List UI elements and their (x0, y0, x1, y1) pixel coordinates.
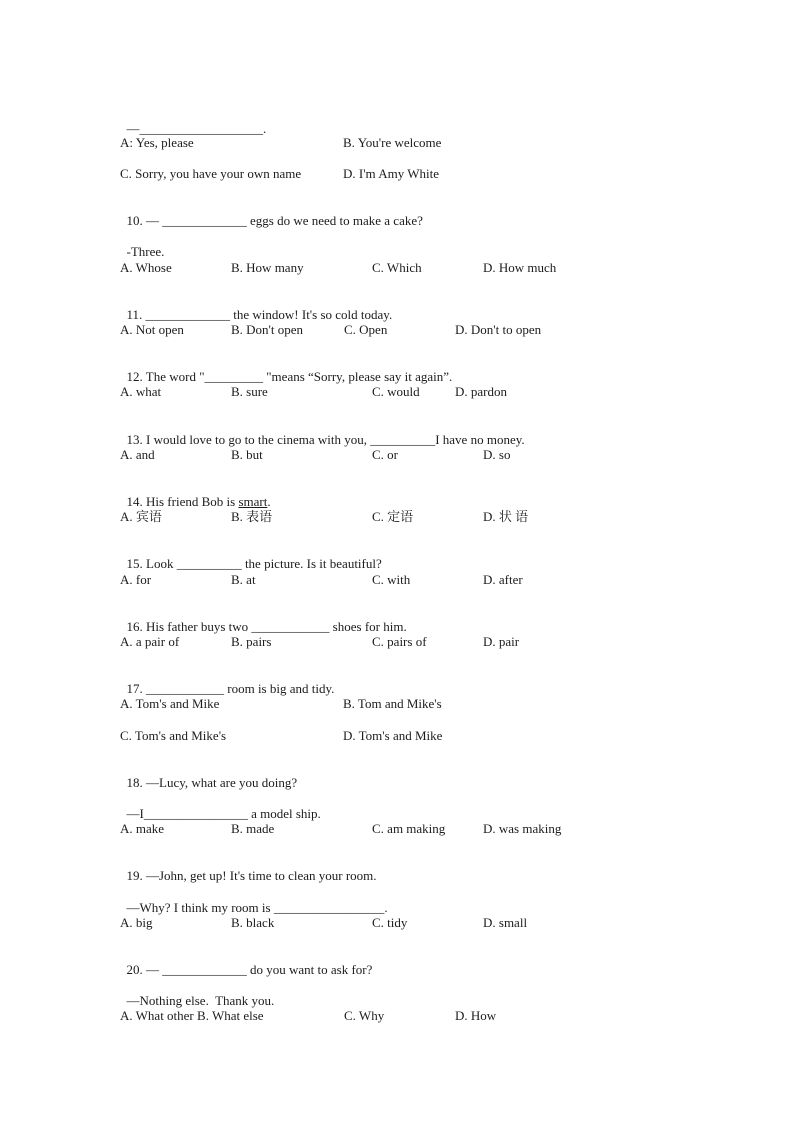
option-c: C. would (372, 384, 420, 399)
stem-text: 10. — _____________ eggs do we need to make a cake? (126, 213, 423, 228)
option-a: A. Not open (120, 322, 184, 337)
question-stem-line (120, 540, 680, 571)
options-row (120, 447, 680, 463)
option-a: A. big (120, 915, 153, 930)
option-c: C. Sorry, you have your own name (120, 166, 302, 181)
option-a: A. what (120, 384, 162, 399)
option-b: B. pairs (231, 634, 272, 649)
options-row (120, 135, 680, 151)
option-b: B. Don't open (231, 322, 304, 337)
option-d: D. pair (483, 634, 520, 649)
option-d: D. small (483, 915, 528, 930)
option-a: A. for (120, 572, 152, 587)
stem-text: 15. Look __________ the picture. Is it beautiful? (126, 556, 382, 571)
option-a: A. make (120, 821, 165, 836)
option-c: C. Why (344, 1008, 385, 1023)
stem-text: 11. _____________ the window! It's so cold today. (126, 307, 393, 322)
option-a: A. 宾语 (120, 509, 162, 524)
option-d: D. pardon (455, 384, 507, 399)
option-d: D. was making (483, 821, 562, 836)
option-d: D. How much (483, 260, 557, 275)
options-row (120, 915, 680, 931)
option-d: D. Don't to open (455, 322, 542, 337)
option-d: D. 状 语 (483, 509, 529, 524)
options-row (120, 821, 680, 837)
option-c: C. or (372, 447, 398, 462)
stem-text: —Why? I think my room is _________________. (126, 900, 388, 915)
stem-text: 17. ____________ room is big and tidy. (126, 681, 335, 696)
options-row (120, 1008, 680, 1024)
option-a-b-group (120, 1008, 264, 1024)
option-b: B. at (231, 572, 256, 587)
question-stem-line (120, 603, 680, 634)
option-c: C. Which (372, 260, 422, 275)
options-row (120, 322, 680, 338)
option-b: B. Tom and Mike's (343, 696, 442, 711)
option-b: B. What else (197, 1008, 264, 1023)
option-a: A. and (120, 447, 155, 462)
options-row (120, 572, 680, 588)
stem-text: . (267, 494, 271, 509)
option-c: C. Tom's and Mike's (120, 728, 227, 743)
option-d: D. How (455, 1008, 497, 1023)
stem-text: 19. —John, get up! It's time to clean your room. (126, 868, 377, 883)
stem-text: —___________________. (126, 121, 267, 136)
option-a: A. Tom's and Mike (120, 696, 220, 711)
options-row (120, 634, 680, 650)
option-c: C. tidy (372, 915, 408, 930)
stem-text: 18. —Lucy, what are you doing? (126, 775, 298, 790)
option-c: C. am making (372, 821, 446, 836)
question-stem-line (120, 946, 680, 977)
option-a: A: Yes, please (120, 135, 194, 150)
option-b: B. You're welcome (343, 135, 442, 150)
stem-text: —I________________ a model ship. (126, 806, 321, 821)
options-row (120, 696, 680, 712)
question-stem-line (120, 291, 680, 322)
stem-text: 14. His friend Bob is (126, 494, 239, 509)
option-b: B. sure (231, 384, 268, 399)
options-row (120, 166, 680, 182)
stem-text: 12. The word "_________ "means “Sorry, please say it again”. (126, 369, 453, 384)
stem-text: 16. His father buys two ____________ shoes for him. (126, 619, 407, 634)
option-c: C. 定语 (372, 509, 414, 524)
underlined-word: smart (238, 494, 268, 509)
option-a: A. What other (120, 1008, 194, 1023)
question-stem-line (120, 197, 680, 228)
stem-text: -Three. (126, 244, 165, 259)
question-stem-line (120, 790, 680, 821)
options-row (120, 728, 680, 744)
option-d: D. after (483, 572, 523, 587)
question-stem-line (120, 228, 680, 259)
options-row (120, 384, 680, 400)
option-b: B. How many (231, 260, 304, 275)
question-stem-line (120, 977, 680, 1008)
question-stem-line (120, 665, 680, 696)
question-stem-line (120, 353, 680, 384)
question-stem-line (120, 105, 680, 136)
option-c: C. pairs of (372, 634, 427, 649)
question-stem-line (120, 884, 680, 915)
option-d: D. so (483, 447, 511, 462)
option-d: D. I'm Amy White (343, 166, 439, 181)
options-row (120, 509, 680, 525)
option-a: A. a pair of (120, 634, 180, 649)
option-c: C. with (372, 572, 411, 587)
option-b: B. 表语 (231, 509, 273, 524)
stem-text: —Nothing else. Thank you. (126, 993, 275, 1008)
stem-text: 20. — _____________ do you want to ask for? (126, 962, 373, 977)
option-d: D. Tom's and Mike (343, 728, 443, 743)
question-stem-line (120, 759, 680, 790)
question-stem-line (120, 478, 680, 509)
option-b: B. but (231, 447, 263, 462)
option-b: B. black (231, 915, 275, 930)
option-c: C. Open (344, 322, 388, 337)
stem-text: 13. I would love to go to the cinema with you, __________I have no money. (126, 432, 525, 447)
question-stem-line (120, 852, 680, 883)
question-stem-line (120, 416, 680, 447)
option-b: B. made (231, 821, 275, 836)
option-a: A. Whose (120, 260, 172, 275)
options-row (120, 260, 680, 276)
